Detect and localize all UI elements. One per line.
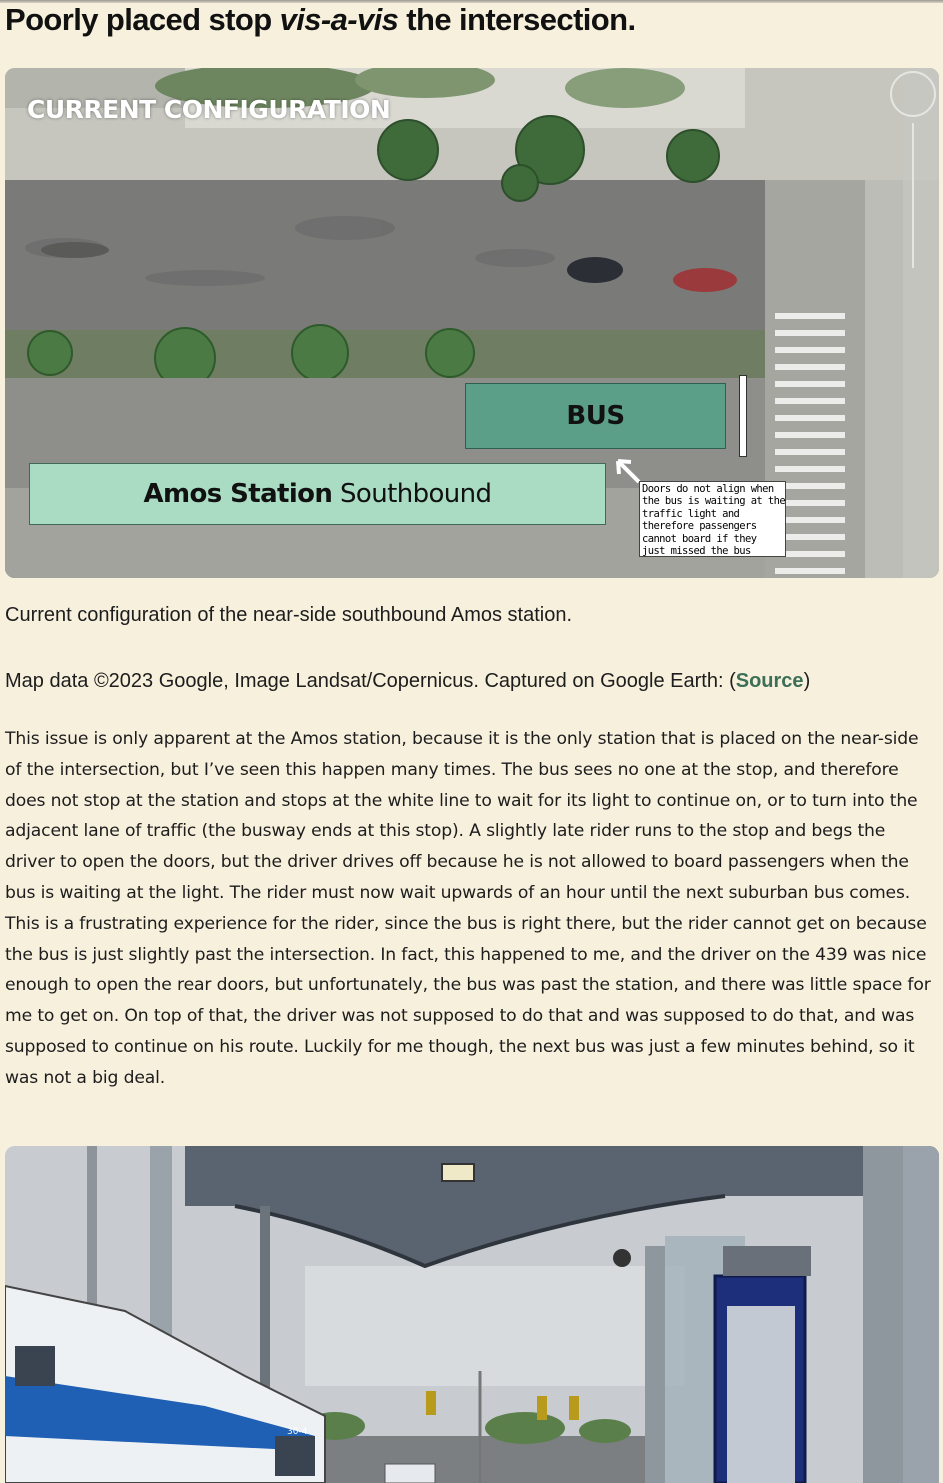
station-platform-box: [29, 463, 606, 525]
note-line: just missed the bus: [642, 545, 751, 557]
stop-line: [739, 375, 747, 457]
station-label-rest: Southbound: [332, 479, 492, 509]
note-line: therefore passengers: [642, 520, 757, 533]
overlay-title: CURRENT CONFIGURATION: [27, 95, 391, 124]
heading-text-italic: vis-a-vis: [279, 2, 399, 37]
note-line: cannot board if they: [642, 532, 757, 545]
note-line: the bus is waiting at the: [642, 495, 786, 508]
door-alignment-note: [639, 481, 786, 557]
attribution-text: Map data ©2023 Google, Image Landsat/Copernicus. Captured on Google Earth: (: [5, 670, 736, 692]
note-line: Doors do not align when: [642, 483, 774, 495]
station-label-bold: Amos Station: [143, 479, 333, 509]
section-heading: [5, 2, 636, 38]
attribution-close: ): [803, 670, 811, 692]
aerial-configuration-image: [5, 68, 939, 578]
source-link[interactable]: Source: [735, 670, 804, 692]
body-paragraph: This issue is only apparent at the Amos station, because it is the only station that is placed on the near-side of the intersection, but I’ve seen this happen many times. The bus sees no one at the stop, and therefore does not stop at the station and stops at the white line to wait for its light to continue on, or to turn into the adjacent lane of traffic (the busway ends at this stop). A slightly late rider runs to the stop and begs the driver to open the doors, but the driver drives off because he is not allowed to board passengers when the bus is waiting at the light. The rider must now wait upwards of an hour until the next suburban bus comes. This is a frustrating experience for the rider, since the bus is right there, but the rider cannot get on because the bus is just slightly past the intersection. In fact, this happened to me, and the driver on the 439 was nice enough to open the rear doors, but unfortunately, the bus was past the station, and there was little space for me to get on. On top of that, the driver was not supposed to do that and was supposed to do that, and was supposed to continue on his route. Luckily for me though, the next bus was just a few minutes behind, so it was not a big deal.: [5, 729, 931, 1088]
figure-caption: Current configuration of the near-side southbound Amos station.: [5, 604, 573, 626]
bus-number: 30-4: [287, 1427, 308, 1437]
bus-position-box: [465, 383, 726, 449]
heading-text-start: Poorly placed stop: [5, 2, 280, 37]
heading-text-end: the intersection.: [398, 2, 636, 37]
bus-shelter-photo: [5, 1146, 939, 1483]
note-line: traffic light and: [642, 507, 740, 520]
station-label: [144, 479, 492, 509]
bus-label: BUS: [566, 401, 625, 431]
figure-attribution: [5, 670, 935, 693]
